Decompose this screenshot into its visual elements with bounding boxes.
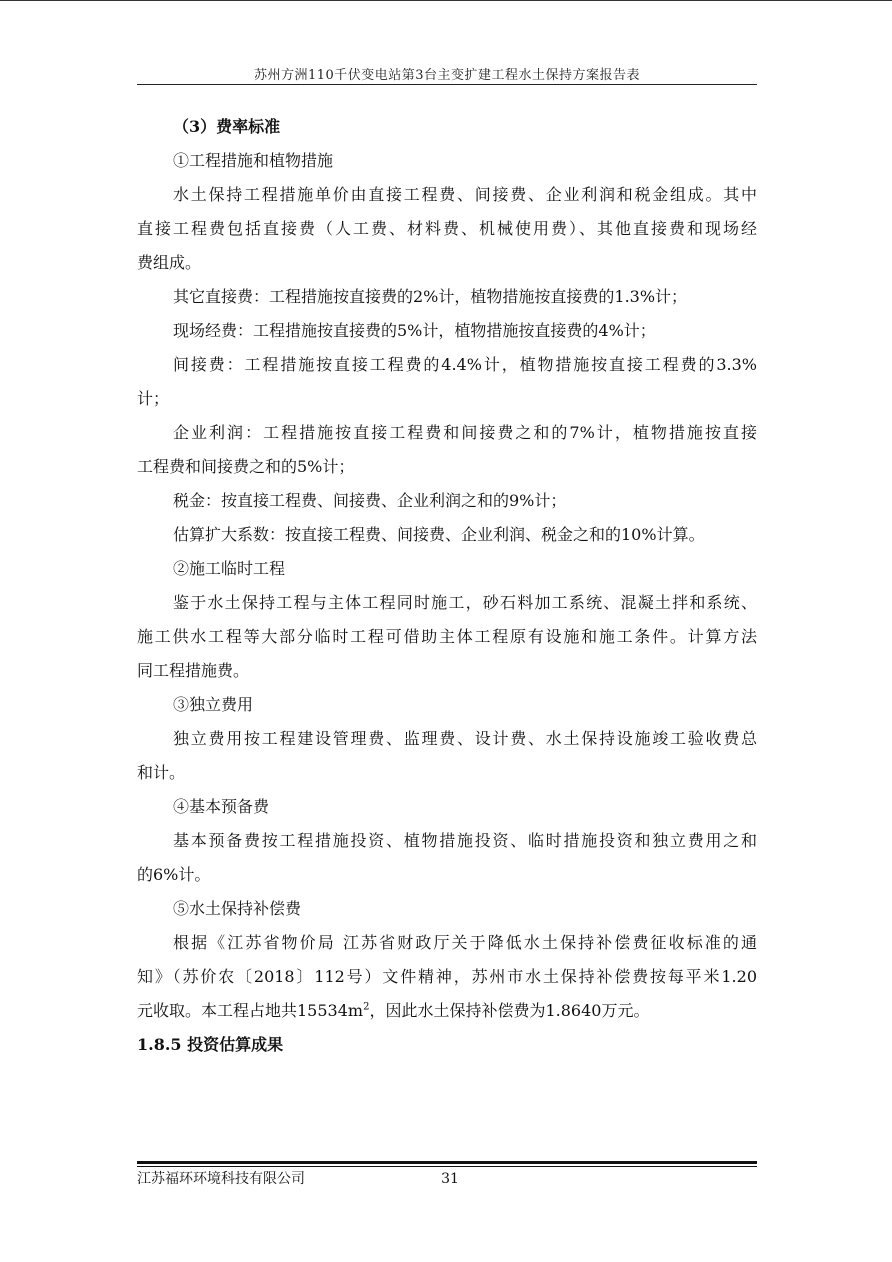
paragraph-tax: 税金：按直接工程费、间接费、企业利润之和的9%计；: [173, 491, 567, 510]
footer-rule-thick: [137, 1161, 757, 1164]
paragraph-other-direct-fee: 其它直接费：工程措施按直接费的2%计，植物措施按直接费的1.3%计；: [173, 287, 688, 306]
paragraph-temporary-works-line-3: 同工程措施费。: [137, 661, 250, 680]
paragraph-indirect-fee-line-1: 间接费：工程措施按直接工程费的4.4%计，植物措施按直接工程费的3.3%: [173, 355, 757, 374]
footer-page-number: 31: [441, 1171, 459, 1187]
running-header: 苏州方洲110千伏变电站第3台主变扩建工程水土保持方案报告表: [253, 68, 641, 83]
paragraph-site-fee: 现场经费：工程措施按直接费的5%计，植物措施按直接费的4%计；: [173, 321, 656, 340]
paragraph-independent-fees-line-2: 和计。: [137, 763, 186, 782]
footer-rule-thin: [137, 1166, 757, 1167]
paragraph-compensation-line-3: [137, 994, 757, 1028]
header-rule: [137, 84, 757, 85]
paragraph-basic-reserve-line-2: 的6%计。: [137, 865, 211, 884]
paragraph-basic-reserve-line-1: 基本预备费按工程措施投资、植物措施投资、临时措施投资和独立费用之和: [173, 831, 757, 850]
paragraph-unit-price-line-1: 水土保持工程措施单价由直接工程费、间接费、企业利润和税金组成。其中: [173, 185, 757, 204]
subheading-temporary-works: ②施工临时工程: [173, 559, 286, 578]
paragraph-unit-price-line-2: 直接工程费包括直接费（人工费、材料费、机械使用费）、其他直接费和现场经: [137, 219, 757, 238]
section-heading-investment-results: 1.8.5 投资估算成果: [137, 1035, 284, 1054]
paragraph-profit-line-2: 工程费和间接费之和的5%计；: [137, 457, 355, 476]
compensation-text-part-1: 元收取。本工程占地共15534m: [137, 1001, 364, 1020]
subheading-basic-reserve: ④基本预备费: [173, 797, 270, 816]
subheading-independent-fees: ③独立费用: [173, 695, 254, 714]
footer-company-name: 江苏福环环境科技有限公司: [137, 1171, 305, 1187]
paragraph-expansion-coefficient: 估算扩大系数：按直接工程费、间接费、企业利润、税金之和的10%计算。: [173, 525, 705, 544]
document-body: [137, 110, 757, 1062]
subheading-engineering-plant-measures: ①工程措施和植物措施: [173, 151, 334, 170]
subheading-compensation-fee: ⑤水土保持补偿费: [173, 899, 302, 918]
page-top-edge: [0, 0, 892, 1]
heading-fee-standard: （3）费率标准: [173, 117, 281, 136]
compensation-text-part-2: ，因此水土保持补偿费为1.8640万元。: [369, 1001, 650, 1020]
paragraph-unit-price-line-3: 费组成。: [137, 253, 202, 272]
paragraph-compensation-line-1: 根据《江苏省物价局 江苏省财政厅关于降低水土保持补偿费征收标准的通: [173, 933, 757, 952]
paragraph-temporary-works-line-1: 鉴于水土保持工程与主体工程同时施工，砂石料加工系统、混凝土拌和系统、: [173, 593, 757, 612]
paragraph-temporary-works-line-2: 施工供水工程等大部分临时工程可借助主体工程原有设施和施工条件。计算方法: [137, 627, 757, 646]
paragraph-profit-line-1: 企业利润：工程措施按直接工程费和间接费之和的7%计，植物措施按直接: [173, 423, 757, 442]
paragraph-independent-fees-line-1: 独立费用按工程建设管理费、监理费、设计费、水土保持设施竣工验收费总: [173, 729, 757, 748]
paragraph-indirect-fee-line-2: 计；: [137, 389, 170, 408]
superscript-square: 2: [363, 1001, 370, 1013]
paragraph-compensation-line-2: 知》（苏价农〔2018〕112号）文件精神，苏州市水土保持补偿费按每平米1.20: [137, 967, 757, 986]
